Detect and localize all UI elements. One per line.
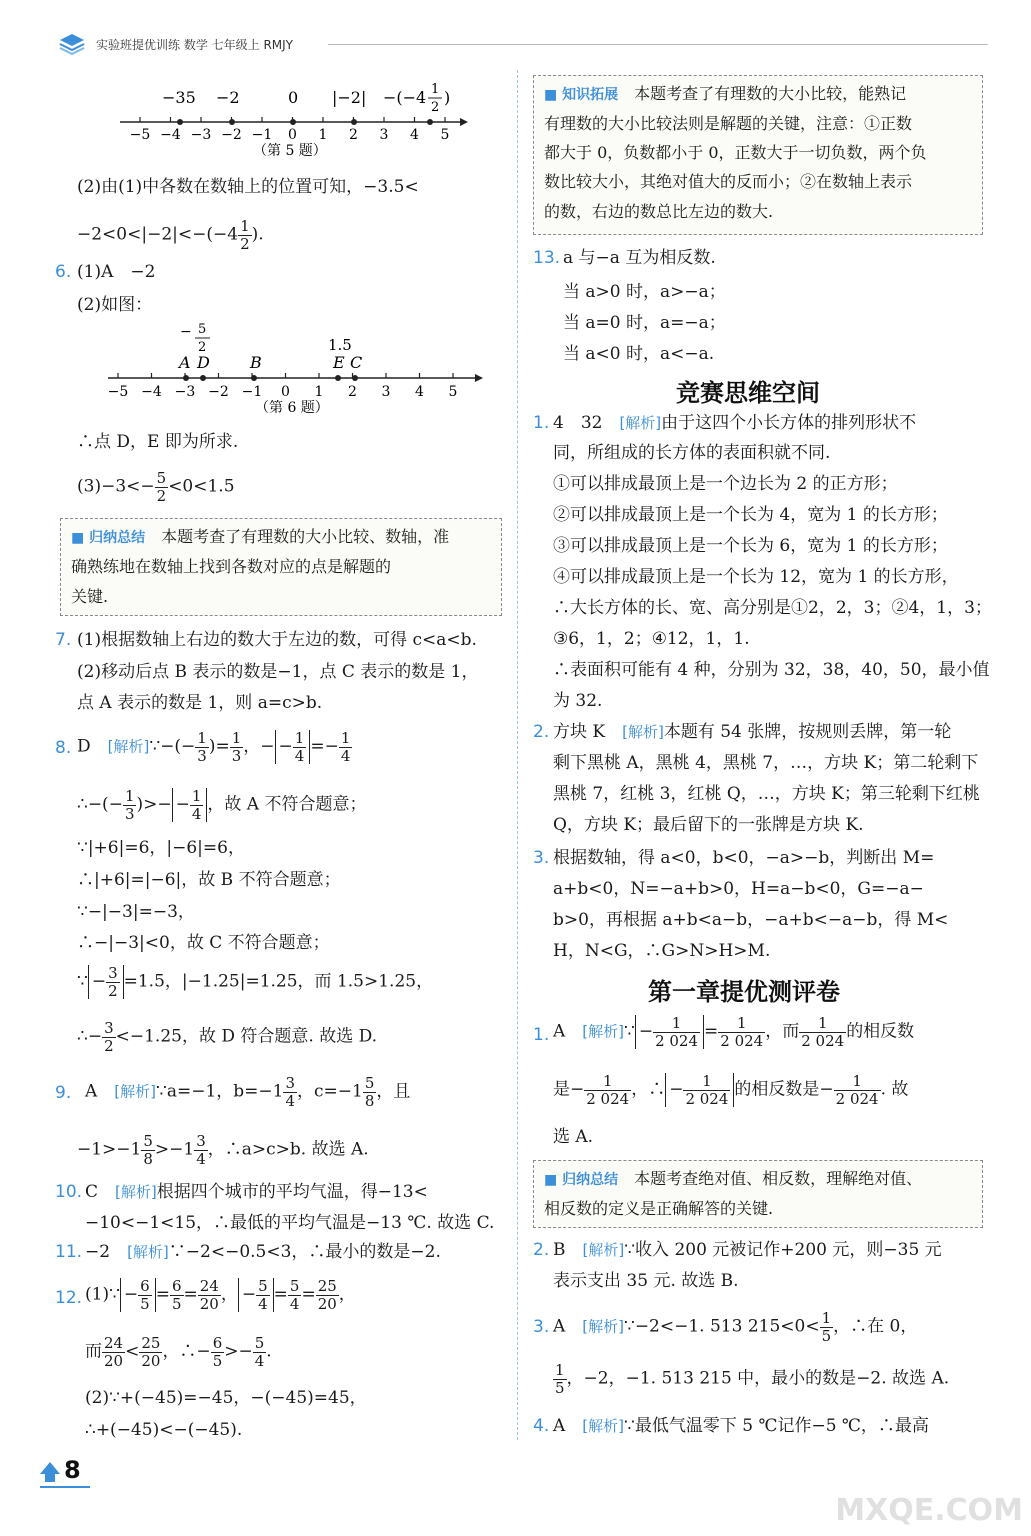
tick-label: −1 [241, 384, 263, 400]
abs-value: − $\frac{1}{4}$ [275, 730, 311, 764]
q6-line-3: ∴点 D，E 即为所求. [77, 432, 239, 452]
fig6-label: 2 [198, 340, 207, 355]
fig5-label: 0 [288, 88, 299, 107]
fig6-point: A [179, 353, 191, 372]
watermark-text: MXQE.COM [835, 1493, 1023, 1528]
summary-box-1 [60, 518, 502, 616]
page-header [58, 30, 988, 60]
box2-line-2: 有理数的大小比较法则是解题的关键，注意：①正数 [544, 114, 913, 133]
q12-number: 12. [55, 1288, 83, 1308]
tick-label: 3 [381, 384, 391, 400]
q5-line-1: (2)由(1)中各数在数轴上的位置可知，−3.5< [77, 177, 419, 197]
analysis-tag: [解析] [582, 1317, 624, 1336]
q8-line-1: D [解析]∵−(− $\frac{1}{3}$ )= $\frac{1}{3}$ ，− − $\frac{1}{4}$ =− $\frac{1}{4}$ [77, 729, 351, 765]
fig5-label: −(−4 [383, 88, 427, 107]
tick-label: −2 [221, 127, 242, 143]
q10-line-1: C [解析]根据四个城市的平均气温，得−13< [85, 1182, 428, 1202]
c1-number: 1. [533, 413, 550, 433]
q12-line-3: (2)∵+(−45)=−45，−(−45)=45， [85, 1388, 367, 1408]
q8-line-4: ∴|+6|=|−6|，故 B 不符合题意； [77, 870, 341, 890]
q9-line-2: −1>−1 $\frac{5}{8}$ >−1 $\frac{3}{4}$ ，∴a>c>b. 故选 A. [77, 1132, 369, 1168]
c1-line-1: 4 32 [解析]由于这四个小长方体的排列形状不 [553, 413, 917, 433]
extension-box [533, 75, 983, 235]
c2-line-2: 剩下黑桃 A，黑桃 4，黑桃 7，…，方块 K；第二轮剩下 [553, 753, 979, 773]
tick-label: −4 [141, 384, 162, 400]
q5-line-2 [77, 218, 264, 252]
q13-line-2: 当 a>0 时，a>−a； [563, 282, 726, 302]
section-title-chapter-test: 第一章提优测评卷 [648, 978, 840, 1006]
page-number [40, 1458, 90, 1488]
q9-number: 9. [55, 1083, 72, 1103]
analysis-tag: [解析] [115, 1183, 157, 1201]
section-title-competition: 竞赛思维空间 [676, 379, 820, 407]
q13-line-1: a 与−a 互为相反数. [563, 248, 716, 268]
analysis-tag: [解析] [127, 1243, 169, 1261]
t2-number: 2. [533, 1240, 550, 1260]
up-arrow-stem [45, 1474, 55, 1482]
tick-label: −3 [190, 127, 212, 143]
q9-line-1: A [解析]∵a=−1，b=−1 $\frac{3}{4}$ ，c=−1 $\frac{5}{8}$ ，且 [85, 1074, 411, 1110]
tick-label: 0 [288, 127, 297, 143]
t4-line-1: A [解析]∵最低气温零下 5 ℃记作−5 ℃，∴最高 [553, 1416, 929, 1436]
tick-label: 5 [440, 127, 450, 143]
fig5-label: −35 [162, 88, 196, 107]
tick-label: −5 [107, 384, 129, 400]
c1-line-9: ∴表面积可能有 4 种，分别为 32，38，40，50，最小值 [553, 660, 990, 680]
q8-line-5: ∵−|−3|=−3， [77, 902, 195, 922]
c1-line-4: ②可以排成最顶上是一个长为 4，宽为 1 的长方形； [553, 505, 948, 525]
text: ). [251, 224, 264, 245]
fig6-point: D [197, 353, 210, 372]
q7-line-3: 点 A 表示的数是 1，则 a=c>b. [77, 693, 323, 713]
fig6-label: 5 [198, 322, 207, 337]
tick-label: −1 [251, 127, 273, 143]
up-arrow-icon [40, 1462, 60, 1474]
tick-label: 0 [281, 384, 290, 400]
analysis-tag: [解析] [582, 1022, 624, 1041]
tick-label: −4 [160, 127, 181, 143]
q7-line-2: (2)移动后点 B 表示的数是−1，点 C 表示的数是 1， [77, 662, 479, 682]
analysis-tag: [解析] [619, 414, 662, 432]
box1-line-1: ■ 归纳总结 本题考查了有理数的大小比较、数轴，准 [71, 527, 450, 546]
q8-number: 8. [55, 738, 72, 758]
q13-line-4: 当 a<0 时，a<−a. [563, 344, 715, 364]
q12-line-4: ∴+(−45)<−(−45). [85, 1420, 243, 1440]
c1-line-8: ③6，1，2；④12，1，1. [553, 629, 750, 649]
t4-number: 4. [533, 1416, 550, 1436]
analysis-tag: [解析] [622, 723, 664, 741]
box1-line-3: 关键. [71, 587, 109, 606]
c3-number: 3. [533, 848, 550, 868]
analysis-tag: [解析] [107, 737, 150, 756]
t3-line-2: $\frac{1}{5}$ ，−2，−1. 513 215 中，最小的数是−2. 故选 A. [555, 1361, 950, 1397]
tick-label: 5 [448, 384, 458, 400]
fig5-label: |−2| [332, 88, 367, 107]
box3-line-2: 相反数的定义是正确解答的关键. [544, 1199, 774, 1218]
q6-line-4 [77, 470, 235, 504]
page-number-text: 8 [64, 1456, 81, 1484]
header-title: 实验班提优训练 数学 七年级上 RMJY [96, 38, 294, 52]
box2-line-1: ■ 知识拓展 本题考查了有理数的大小比较，能熟记 [544, 84, 907, 103]
c1-line-2: 同，所组成的长方体的表面积就不同. [553, 443, 831, 463]
c1-line-10: 为 32. [553, 691, 603, 711]
header-rule [328, 44, 988, 45]
c2-line-1: 方块 K [解析]本题有 54 张牌，按规则丢牌，第一轮 [553, 722, 952, 742]
analysis-tag: [解析] [114, 1082, 156, 1101]
c1-line-6: ④可以排成最顶上是一个长为 12，宽为 1 的长方形， [553, 567, 959, 587]
number-line-figure-5 [110, 75, 480, 160]
c1-line-5: ③可以排成最顶上是一个长为 6，宽为 1 的长方形； [553, 536, 948, 556]
tick-label: −3 [174, 384, 196, 400]
fig6-label: 1.5 [328, 336, 352, 354]
q8-line-6: ∴−|−3|<0，故 C 不符合题意； [77, 933, 330, 953]
book-logo-icon [58, 32, 86, 56]
c3-line-3: b>0，再根据 a+b<a−b，−a+b<−a−b，得 M< [553, 910, 949, 930]
c1-line-3: ①可以排成最顶上是一个边长为 2 的正方形； [553, 474, 898, 494]
fig6-label: − [180, 324, 192, 340]
q13-line-3: 当 a=0 时，a=−a； [563, 313, 726, 333]
number-line-figure-6 [100, 320, 490, 425]
t2-line-2: 表示支出 35 元. 故选 B. [553, 1271, 739, 1291]
watermark [835, 1448, 1023, 1528]
q6-number: 6. [55, 262, 72, 282]
fig6-point: B [250, 353, 262, 372]
text: −2<0<|−2|<−(−4 [77, 224, 239, 245]
box2-line-3: 都大于 0，负数都小于 0，正数大于一切负数，两个负 [544, 143, 927, 162]
q12-line-1: (1)∵ − $\frac{6}{5}$ = $\frac{6}{5}$ = $\frac{24}{20}$ ， − $\frac{5}{4}$ = $\frac{5}{4}$ = $\frac{25}{20}$ ， [85, 1277, 356, 1313]
q7-number: 7. [55, 630, 72, 650]
fig5-label: ) [444, 88, 451, 107]
summary-box-2 [533, 1160, 983, 1228]
c2-line-3: 黑桃 7，红桃 3，红桃 Q，…，方块 K；第三轮剩下红桃 [553, 784, 980, 804]
q10-number: 10. [55, 1182, 83, 1202]
tick-label: −2 [208, 384, 229, 400]
fig6-point: E [333, 353, 345, 372]
box1-line-2: 确熟练地在数轴上找到各数对应的点是解题的 [71, 557, 392, 576]
box3-title: ■ 归纳总结 [544, 1172, 619, 1188]
q10-line-2: −10<−1<15，∴最低的平均气温是−13 ℃. 故选 C. [85, 1213, 495, 1233]
c3-line-4: H，N<G，∴G>N>H>M. [553, 941, 771, 961]
fig5-caption: （第 5 题） [253, 143, 327, 159]
q11-number: 11. [55, 1242, 83, 1262]
q8-line-8: ∴− $\frac{3}{2}$ <−1.25，故 D 符合题意. 故选 D. [77, 1019, 378, 1055]
text: <0<1.5 [168, 476, 235, 497]
q12-line-2: 而 $\frac{24}{20}$ < $\frac{25}{20}$ ，∴− $\frac{6}{5}$ >− $\frac{5}{4}$ . [85, 1334, 272, 1370]
fig5-label: 1 [431, 82, 440, 97]
fig6-point: C [350, 353, 363, 372]
q13-number: 13. [533, 248, 561, 268]
fraction: $\frac{5}{2}$ [156, 469, 167, 505]
tick-label: 2 [348, 384, 357, 400]
t3-number: 3. [533, 1317, 550, 1337]
t2-line-1: B [解析]∵收入 200 元被记作+200 元，则−35 元 [553, 1240, 942, 1260]
tick-label: 3 [379, 127, 389, 143]
box2-line-4: 数比较大小，其绝对值大的反而小；②在数轴上表示 [544, 172, 913, 191]
t1-line-2: 是− $\frac{1}{2 024}$ ，∴ − $\frac{1}{2 024}$ 的相反数是− $\frac{1}{2 024}$ . 故 [553, 1072, 909, 1108]
text: (3)−3<− [77, 476, 155, 497]
tick-label: 4 [415, 384, 424, 400]
q8-line-7: ∵ − $\frac{3}{2}$ =1.5，|−1.25|=1.25，而 1.5>1.25， [77, 964, 434, 1000]
fig5-label: 2 [431, 100, 440, 115]
analysis-tag: [解析] [582, 1417, 624, 1435]
t1-number: 1. [533, 1025, 550, 1045]
q8-line-3: ∵|+6|=6，|−6|=6， [77, 838, 245, 858]
tick-label: −5 [129, 127, 151, 143]
t3-line-1: A [解析]∵−2<−1. 513 215<0< $\frac{1}{5}$ ，∴在 0， [553, 1309, 918, 1345]
t1-line-3: 选 A. [553, 1127, 594, 1147]
tick-label: 4 [410, 127, 419, 143]
tick-label: 2 [349, 127, 358, 143]
tick-label: 1 [314, 384, 324, 400]
analysis-tag: [解析] [582, 1241, 625, 1259]
box1-title: ■ 归纳总结 [71, 530, 146, 546]
c3-line-1: 根据数轴，得 a<0，b<0，−a>−b，判断出 M= [553, 848, 935, 868]
c3-line-2: a+b<0，N=−a+b>0，H=a−b<0，G=−a− [553, 879, 924, 899]
fig6-caption: （第 6 题） [255, 400, 329, 416]
tick-label: 1 [318, 127, 328, 143]
fraction: $\frac{1}{2}$ [240, 217, 250, 253]
c2-number: 2. [533, 722, 550, 742]
t1-line-1: A [解析]∵ − $\frac{1}{2 024}$ = $\frac{1}{2 024}$ ，而 $\frac{1}{2 024}$ 的相反数 [553, 1014, 915, 1050]
q6-line-1: (1)A −2 [77, 262, 156, 282]
fig5-label: −2 [216, 88, 240, 107]
q6-line-2: (2)如图： [77, 295, 153, 315]
box2-line-5: 的数，右边的数总比左边的数大. [544, 202, 774, 221]
box2-title: ■ 知识拓展 [544, 87, 619, 103]
q8-line-2: ∴−(− $\frac{1}{3}$ )>− − $\frac{1}{4}$ ，故 A 不符合题意； [77, 787, 367, 823]
page-number-underline [40, 1486, 90, 1488]
q7-line-1: (1)根据数轴上右边的数大于左边的数，可得 c<a<b. [77, 630, 477, 650]
c1-line-7: ∴大长方体的长、宽、高分别是①2，2，3；②4，1，3； [553, 598, 992, 618]
column-divider [517, 70, 518, 1440]
box3-line-1: ■ 归纳总结 本题考查绝对值、相反数，理解绝对值、 [544, 1169, 923, 1188]
c2-line-4: Q，方块 K；最后留下的一张牌是方块 K. [553, 815, 864, 835]
q11-line-1: −2 [解析]∵−2<−0.5<3，∴最小的数是−2. [85, 1242, 441, 1262]
